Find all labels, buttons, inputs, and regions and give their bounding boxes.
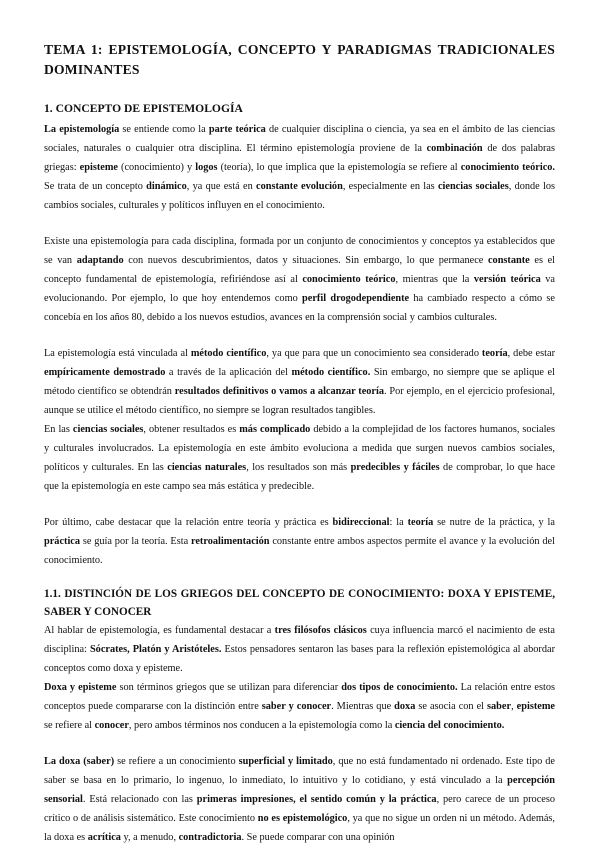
text-run: es el concepto fundamental de epistemología, refiriéndose así al — [44, 255, 555, 285]
paragraph — [44, 621, 555, 678]
text-run: se refiere a un conocimiento — [114, 756, 239, 767]
section-heading: 1. CONCEPTO DE EPISTEMOLOGÍA — [44, 102, 243, 115]
bold-text: La doxa (saber) — [44, 756, 115, 767]
bold-text: superficial y limitado — [238, 756, 333, 767]
bold-text: ciencias sociales — [72, 424, 144, 435]
bold-text: tres filósofos clásicos — [274, 625, 367, 636]
bold-text: Sócrates, Platón y Aristóteles. — [89, 644, 222, 655]
text-run: con nuevos descubrimientos, datos y situaciones. Sin embargo, lo que permanece — [123, 255, 488, 266]
text-run: , pero carece de un proceso crítico o de análisis sistemático. Este conocimiento — [44, 794, 555, 824]
paragraph — [44, 420, 555, 496]
bold-text: ciencia del conocimiento. — [394, 720, 505, 731]
bold-text: episteme — [516, 701, 555, 712]
bold-text: Doxa y episteme — [44, 682, 117, 693]
text-run: , que no está fundamentado ni ordenado. Este tipo de saber se basa en lo primario, lo ingenuo, lo inmediato, lo intuitivo y lo cotidiano, y está vinculado a la — [44, 756, 555, 786]
text-run: , pero ambos términos nos conducen a la epistemología como la — [128, 720, 395, 731]
text-run: , debe estar — [507, 348, 555, 359]
text-run: y, a menudo, — [120, 832, 179, 843]
bold-text: conocimiento teórico — [302, 274, 396, 285]
text-run: En las — [44, 424, 73, 435]
bold-text: dos tipos de conocimiento. — [341, 682, 458, 693]
text-run: se refiere al — [44, 720, 95, 731]
bold-text: adaptando — [76, 255, 124, 266]
bold-text: saber — [487, 701, 512, 712]
text-run: son términos griegos que se utilizan para diferenciar — [116, 682, 342, 693]
text-run: debido a la complejidad de los factores humanos, sociales y culturales involucrados. La epistemología en este ámbito evoluciona a medida que surgen nuevos cambios sociales, políticos y culturales. En las — [44, 424, 556, 473]
bold-text: dinámico — [146, 181, 187, 192]
text-run: , mientras que la — [395, 274, 474, 285]
text-run: Existe una epistemología para cada disciplina, formada por un conjunto de conocimientos y conceptos ya establecidos que se van — [44, 236, 555, 266]
bold-text: saber y conocer — [261, 701, 332, 712]
text-run: , ya que para que un conocimiento sea considerado — [266, 348, 482, 359]
bold-text: método científico — [190, 348, 267, 359]
text-run: , donde los cambios sociales, culturales y políticos influyen en el conocimiento. — [44, 181, 556, 211]
text-run: se guía por la teoría. Esta — [80, 536, 191, 547]
bold-text: percepción sensorial — [44, 775, 555, 805]
text-run: va evolucionando. Por ejemplo, lo que hoy entendemos como — [44, 274, 556, 304]
paragraph — [44, 752, 555, 847]
text-run: Por último, cabe destacar que la relación entre teoría y práctica es — [44, 517, 333, 528]
bold-text: primeras impresiones, el sentido común y la práctica — [196, 794, 437, 805]
text-run: , ya que está en — [186, 181, 257, 192]
bold-text: logos — [195, 162, 218, 173]
paragraph — [44, 344, 555, 420]
bold-text: no es epistemológico — [257, 813, 348, 824]
subsection-heading: 1.1. DISTINCIÓN DE LOS GRIEGOS DEL CONCEPTO DE CONOCIMIENTO: DOXA Y EPISTEME, SABER Y CONOCER — [44, 588, 555, 618]
text-run: Sin embargo, no siempre que se aplique el método científico se obtendrán — [44, 367, 555, 397]
paragraph — [44, 678, 555, 735]
bold-text: método científico. — [291, 367, 371, 378]
bold-text: conocer — [94, 720, 129, 731]
bold-text: teoría — [407, 517, 434, 528]
bold-text: resultados definitivos o vamos a alcanzar teoría — [174, 386, 385, 397]
bold-text: predecibles y fáciles — [350, 462, 440, 473]
text-run: . Por ejemplo, en el ejercicio profesional, aunque se utilice el método científico, no siempre se logran resultados tangibles. — [44, 386, 556, 416]
text-run: . Se puede comparar con una opinión — [241, 832, 395, 843]
bold-text: combinación — [426, 143, 483, 154]
text-run: se nutre de la práctica, y la — [433, 517, 555, 528]
bold-text: conocimiento teórico. — [460, 162, 556, 173]
bold-text: constante — [487, 255, 530, 266]
text-run: , ya que no sigue un orden ni un método. Además, la doxa es — [44, 813, 555, 843]
text-run: La epistemología está vinculada al — [44, 348, 191, 359]
text-run: , los resultados son más — [246, 462, 351, 473]
bold-text: perfil drogodependiente — [302, 293, 410, 304]
text-run: : la — [389, 517, 408, 528]
text-run: , obtener resultados es — [143, 424, 240, 435]
bold-text: ciencias sociales — [437, 181, 509, 192]
bold-text: constante evolución — [256, 181, 343, 192]
text-run: Estos pensadores sentaron las bases para la reflexión epistemológica al abordar conceptos como doxa y episteme. — [44, 644, 555, 674]
bold-text: episteme — [79, 162, 118, 173]
bold-text: bidireccional — [332, 517, 390, 528]
text-run: a través de la aplicación del — [165, 367, 292, 378]
text-run: La relación entre estos conceptos puede compararse con la distinción entre — [44, 682, 555, 712]
text-run: de comprobar, lo que hace que la epistemología en este campo sea más estática y predecible. — [44, 462, 555, 492]
bold-text: versión teórica — [473, 274, 541, 285]
document-title: TEMA 1: EPISTEMOLOGÍA, CONCEPTO Y PARADIGMAS TRADICIONALES DOMINANTES — [44, 42, 555, 77]
bold-text: contradictoria — [178, 832, 242, 843]
text-run: cuya influencia marcó el nacimiento de esta disciplina: — [44, 625, 555, 655]
paragraph — [44, 120, 555, 215]
text-run: (teoría), lo que implica que la epistemología se refiere al — [217, 162, 461, 173]
text-run: (conocimiento) y — [117, 162, 196, 173]
text-run: ha cambiado respecto a cómo se concebía en los años 80, debido a los nuevos estudios, avances en la comprensión social y cambios culturales. — [44, 293, 555, 323]
text-run: de dos palabras griegas: — [44, 143, 555, 173]
text-run: constante entre ambos aspectos permite el avance y la evolución del conocimiento. — [44, 536, 555, 566]
text-run: Al hablar de epistemología, es fundamental destacar a — [44, 625, 275, 636]
bold-text: empíricamente demostrado — [44, 367, 166, 378]
text-run: se asocia con el — [415, 701, 488, 712]
text-run: . Mientras que — [331, 701, 395, 712]
bold-text: parte teórica — [208, 124, 266, 135]
text-run: . Está relacionado con las — [82, 794, 197, 805]
paragraph — [44, 513, 555, 570]
text-run: se entiende como la — [119, 124, 209, 135]
paragraph — [44, 232, 555, 327]
bold-text: acrítica — [87, 832, 121, 843]
bold-text: teoría — [481, 348, 508, 359]
text-run: , especialmente en las — [342, 181, 438, 192]
bold-text: retroalimentación — [190, 536, 270, 547]
text-run: Se trata de un concepto — [44, 181, 147, 192]
text-run: de cualquier disciplina o ciencia, ya sea en el ámbito de las ciencias sociales, naturales o cualquier otra disciplina. El término epistemología proviene de la — [44, 124, 555, 154]
bold-text: La epistemología — [44, 124, 120, 135]
bold-text: ciencias naturales — [167, 462, 247, 473]
text-run: , — [511, 701, 517, 712]
bold-text: práctica — [44, 536, 81, 547]
bold-text: más complicado — [239, 424, 311, 435]
bold-text: doxa — [394, 701, 416, 712]
